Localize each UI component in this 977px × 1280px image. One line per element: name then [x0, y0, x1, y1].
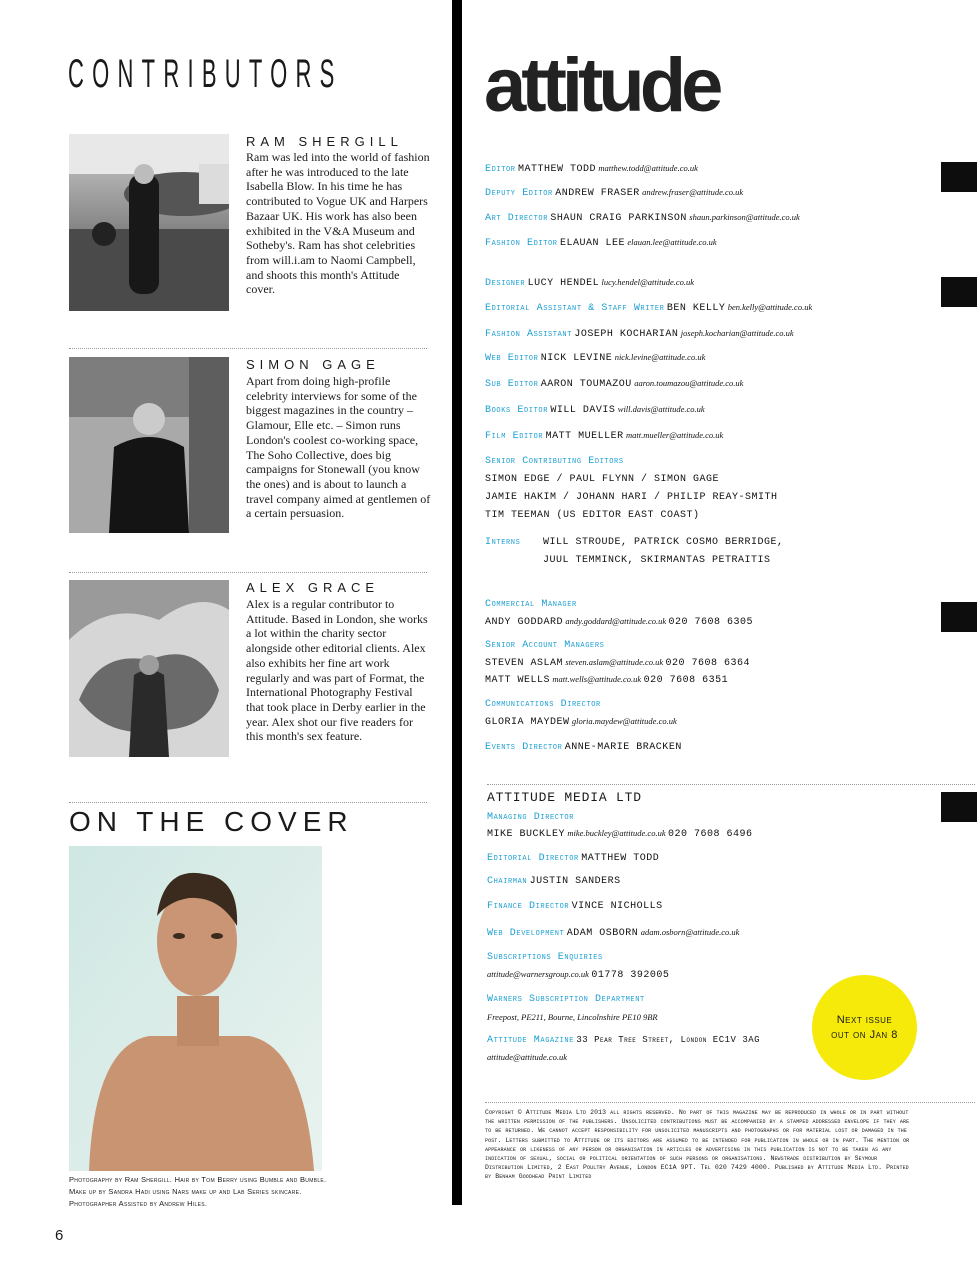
cover-credits: [69, 1174, 369, 1210]
masthead-row: [485, 456, 624, 467]
phone: 01778 392005: [591, 970, 670, 981]
role: Editor: [485, 164, 516, 175]
email-link[interactable]: aaron.toumazou@attitude.co.uk: [634, 378, 744, 388]
masthead-row: [487, 1052, 567, 1063]
email-link[interactable]: attitude@warnersgroup.co.uk: [487, 969, 589, 979]
email-link[interactable]: gloria.maydew@attitude.co.uk: [571, 716, 677, 726]
contributor-name: RAM SHERGILL: [246, 134, 403, 149]
masthead-row: [485, 430, 723, 442]
masthead-row: [485, 492, 778, 503]
masthead-row: [485, 537, 784, 548]
masthead-row: [485, 616, 753, 628]
email-link[interactable]: matt.mueller@attitude.co.uk: [625, 430, 724, 440]
role: Web Editor: [485, 353, 539, 364]
section-tab: [941, 792, 977, 822]
email-link[interactable]: lucy.hendel@attitude.co.uk: [601, 277, 695, 287]
dotted-divider: [485, 1102, 975, 1103]
credit-line: Make up by Sandra Hadi using Nars make up and Lab Series skincare.: [69, 1187, 302, 1196]
section-tab: [941, 277, 977, 307]
role: Events Director: [485, 742, 563, 753]
contributing-editors-line: JAMIE HAKIM / JOHANN HARI / PHILIP REAY-SMITH: [485, 492, 778, 503]
role: Subscriptions Enquiries: [487, 952, 603, 963]
masthead-row: [485, 657, 750, 669]
next-issue-text: Next issue out on Jan 8: [831, 1013, 898, 1041]
dotted-divider: [69, 348, 427, 349]
copyright-notice: Copyright © Attitude Media Ltd 2013 all rights reserved. No part of this magazine may be reproduced in whole or in part without the written permission of the publishers. Unsolicited contributions must be accompanied by a stamped addressed envelope if they are to be returned. We cannot accept responsibility for unsolicited manuscripts and photographs or for material lost or damaged in the post. Letters submitted to Attitude or its editors are assumed to be intended for publication in whole or in part. The mention or appearance or likeness of any person or organisation in articles or advertising in this publication is not to be taken as any indication of sexual, social or political orientation of such persons or organisations. Newstrade distribution by Seymour Distribution Limited, 2 East Poultry Avenue, London EC1A 9PT. Tel 020 7429 4000. Published by Attitude Media Ltd. Printed by Benham Goodhead Print Limited: [485, 1109, 910, 1181]
masthead-row: [487, 927, 739, 939]
email-link[interactable]: shaun.parkinson@attitude.co.uk: [689, 212, 800, 222]
contributor-photo-simon-gage: [69, 357, 229, 533]
next-issue-badge: [812, 975, 917, 1080]
email-link[interactable]: adam.osborn@attitude.co.uk: [640, 927, 740, 937]
person: AARON TOUMAZOU: [540, 379, 632, 390]
person: NICK LEVINE: [540, 353, 613, 364]
email-link[interactable]: matthew.todd@attitude.co.uk: [598, 163, 698, 173]
contributing-editors-line: TIM TEEMAN (US EDITOR EAST COAST): [485, 510, 700, 521]
contributor-photo-alex-grace: [69, 580, 229, 757]
contributor-bio: Apart from doing high-profile celebrity interviews for some of the biggest magazines in the country – Glamour, Elle etc. – Simon runs London's coolest co-working space, The Soho Collective, does big campaigns for Stonewall (you know the ones) and is about to launch a travel company aimed at gentlemen of a certain persuasion.: [246, 374, 431, 521]
person: ANDREW FRASER: [555, 188, 640, 199]
masthead-row: [487, 994, 645, 1005]
masthead-row: [487, 901, 663, 912]
phone: 020 7608 6496: [667, 829, 753, 840]
interns-line: WILL STROUDE, PATRICK COSMO BERRIDGE,: [543, 537, 784, 548]
dotted-divider: [69, 572, 427, 573]
person: MATT WELLS: [485, 675, 551, 686]
masthead-row: [485, 352, 705, 364]
page-number: 6: [55, 1227, 64, 1244]
role: Books Editor: [485, 405, 549, 416]
contributor-name: ALEX GRACE: [246, 580, 380, 595]
email-link[interactable]: andy.goddard@attitude.co.uk: [565, 616, 667, 626]
section-tab: [941, 162, 977, 192]
email-link[interactable]: will.davis@attitude.co.uk: [617, 404, 705, 414]
person: MATTHEW TODD: [517, 164, 596, 175]
person: ANDY GODDARD: [485, 617, 564, 628]
contributor-bio: Alex is a regular contributor to Attitude. Based in London, she works a lot within the charity sector alongside other editorial clients. Alex also exhibits her fine art work regularly and was part of Format, the International Photography Festival that took place in Derby earlier in the year. Alex shot our five readers for this month's sex feature.: [246, 597, 428, 744]
person: ADAM OSBORN: [566, 928, 639, 939]
email-link[interactable]: elauan.lee@attitude.co.uk: [627, 237, 717, 247]
role: Interns: [485, 537, 521, 548]
email-link[interactable]: ben.kelly@attitude.co.uk: [727, 302, 813, 312]
role: Art Director: [485, 213, 549, 224]
role: Warners Subscription Department: [487, 994, 645, 1005]
email-link[interactable]: steven.aslam@attitude.co.uk: [565, 657, 664, 667]
masthead-row: [487, 828, 753, 840]
email-link[interactable]: attitude@attitude.co.uk: [487, 1052, 568, 1062]
masthead-row: [487, 952, 603, 963]
role: Senior Account Managers: [485, 640, 605, 651]
phone: 020 7608 6351: [643, 675, 729, 686]
person: VINCE NICHOLLS: [571, 901, 663, 912]
attitude-logo: attitude: [484, 43, 719, 128]
role: Senior Contributing Editors: [485, 456, 624, 467]
role: Editorial Director: [487, 853, 579, 864]
person: ANNE-MARIE BRACKEN: [564, 742, 682, 753]
role: Commercial Manager: [485, 599, 577, 610]
person: WILL DAVIS: [550, 405, 616, 416]
masthead-row: [485, 404, 705, 416]
masthead-row: [487, 969, 669, 981]
cover-photo: [69, 846, 322, 1171]
email-link[interactable]: matt.wells@attitude.co.uk: [552, 674, 642, 684]
dotted-divider: [69, 802, 427, 803]
masthead-row: [485, 640, 604, 651]
person: JUSTIN SANDERS: [529, 876, 621, 887]
masthead-row: [485, 674, 728, 686]
person: JOSEPH KOCHARIAN: [574, 329, 679, 340]
company-name: ATTITUDE MEDIA LTD: [487, 790, 642, 805]
role: Deputy Editor: [485, 188, 553, 199]
section-tab: [941, 602, 977, 632]
masthead-row: [485, 163, 698, 175]
address: Freepost, PE211, Bourne, Lincolnshire PE10 9BR: [487, 1012, 658, 1022]
masthead-row: [485, 302, 812, 314]
masthead-row: [485, 742, 682, 753]
role: Finance Director: [487, 901, 570, 912]
contributors-title: CONTRIBUTORS: [68, 52, 343, 96]
role: Chairman: [487, 876, 528, 887]
phone: 020 7608 6364: [665, 658, 751, 669]
masthead-row: [487, 1035, 760, 1046]
role: Fashion Editor: [485, 238, 558, 249]
masthead-row: [485, 328, 794, 340]
email-link[interactable]: andrew.fraser@attitude.co.uk: [642, 187, 744, 197]
masthead-row: [487, 853, 659, 864]
role: Designer: [485, 278, 526, 289]
credit-line: Photography by Ram Shergill. Hair by Tom Berry using Bumble and Bumble.: [69, 1175, 327, 1184]
contributor-name: SIMON GAGE: [246, 357, 380, 372]
role: Managing Director: [487, 812, 575, 823]
masthead-row: [485, 716, 677, 728]
role: Film Editor: [485, 431, 544, 442]
masthead-row: [485, 699, 601, 710]
column-divider: [452, 0, 462, 1205]
masthead-row: [485, 237, 717, 249]
masthead-row: [485, 599, 577, 610]
role: Attitude Magazine: [487, 1035, 575, 1046]
phone: 020 7608 6305: [668, 617, 754, 628]
masthead-row: [485, 187, 743, 199]
masthead-row: [485, 378, 743, 390]
person: BEN KELLY: [666, 303, 726, 314]
role: Communications Director: [485, 699, 601, 710]
contributor-photo-ram-shergill: [69, 134, 229, 311]
credit-line: Photographer Assisted by Andrew Hiles.: [69, 1199, 208, 1208]
role: Fashion Assistant: [485, 329, 573, 340]
masthead-row: [485, 277, 694, 289]
role: Sub Editor: [485, 379, 539, 390]
contributing-editors-line: SIMON EDGE / PAUL FLYNN / SIMON GAGE: [485, 474, 720, 485]
contributor-bio: Ram was led into the world of fashion after he was introduced to the late Isabella Blow. In his time he has contributed to Vogue UK and Harpers Bazaar UK. His work has also been exhibited in the V&A Museum and Sotheby's. Ram has shot celebrities from will.i.am to Naomi Campbell, and shoots this month's Attitude cover.: [246, 150, 430, 297]
masthead-row: [487, 812, 574, 823]
on-the-cover-title: ON THE COVER: [69, 806, 354, 837]
person: MATT MUELLER: [545, 431, 624, 442]
email-link[interactable]: mike.buckley@attitude.co.uk: [567, 828, 666, 838]
dotted-divider: [487, 784, 975, 785]
email-link[interactable]: joseph.kocharian@attitude.co.uk: [680, 328, 794, 338]
person: ELAUAN LEE: [560, 238, 626, 249]
email-link[interactable]: nick.levine@attitude.co.uk: [614, 352, 706, 362]
person: STEVEN ASLAM: [485, 658, 564, 669]
masthead-row: [485, 474, 719, 485]
masthead-row: [487, 1012, 658, 1023]
person: GLORIA MAYDEW: [485, 717, 570, 728]
person: MATTHEW TODD: [581, 853, 660, 864]
masthead-row: [485, 212, 800, 224]
role: Web Development: [487, 928, 565, 939]
person: MIKE BUCKLEY: [487, 829, 566, 840]
person: SHAUN CRAIG PARKINSON: [550, 213, 687, 224]
role: Editorial Assistant & Staff Writer: [485, 303, 665, 314]
person: LUCY HENDEL: [527, 278, 600, 289]
masthead-row: [485, 510, 700, 521]
address: 33 Pear Tree Street, London EC1V 3AG: [576, 1035, 761, 1045]
interns-line: JUUL TEMMINCK, SKIRMANTAS PETRAITIS: [543, 555, 771, 566]
masthead-row: [487, 876, 621, 887]
